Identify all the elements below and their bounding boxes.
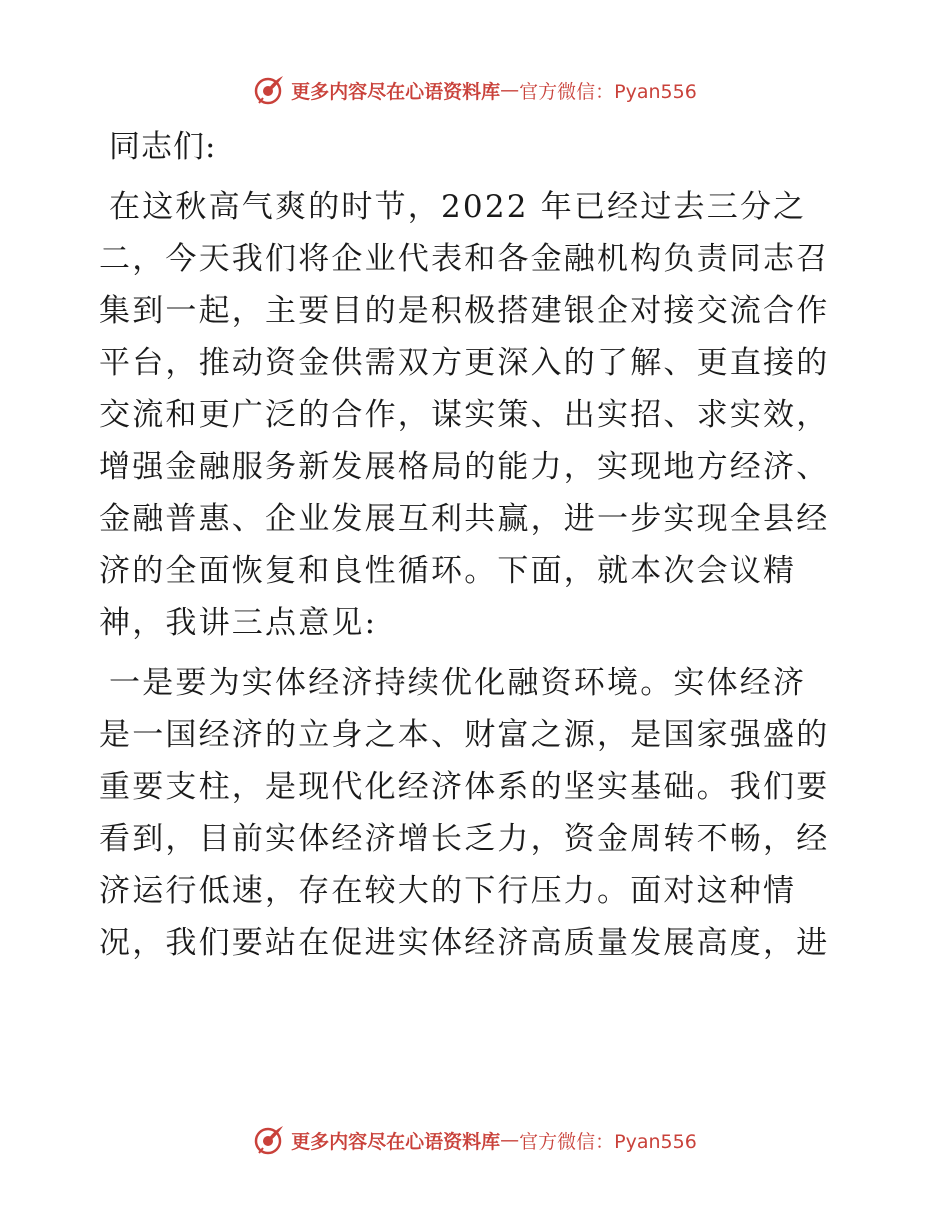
paragraph-line: 平台，推动资金供需双方更深入的了解、更直接的 bbox=[99, 345, 830, 381]
footer-banner bbox=[0, 1120, 950, 1160]
paragraph-line: 交流和更广泛的合作，谋实策、出实招、求实效， bbox=[99, 397, 830, 433]
header-banner bbox=[0, 70, 950, 110]
banner-separator: — bbox=[500, 79, 520, 101]
banner-brand-text: 更多内容尽在心语资料库 bbox=[291, 80, 501, 103]
document-body bbox=[99, 121, 859, 969]
paragraph-line: 济的全面恢复和良性循环。下面，就本次会议精 bbox=[99, 553, 797, 589]
paragraph-line: 集到一起，主要目的是积极搭建银企对接交流合作 bbox=[99, 293, 830, 329]
paragraph-line: 看到，目前实体经济增长乏力，资金周转不畅，经 bbox=[99, 821, 830, 857]
paragraph-line: 金融普惠、企业发展互利共赢，进一步实现全县经 bbox=[99, 501, 830, 537]
banner-separator: — bbox=[500, 1129, 520, 1151]
banner-wechat-text: 官方微信：Pyan556 bbox=[519, 1130, 697, 1153]
paragraph-line: 重要支柱，是现代化经济体系的坚实基础。我们要 bbox=[99, 769, 830, 805]
paragraph-line: 一是要为实体经济持续优化融资环境。实体经济 bbox=[109, 665, 807, 701]
salutation: 同志们: bbox=[109, 129, 217, 165]
paragraph-line: 在这秋高气爽的时节，2022 年已经过去三分之 bbox=[109, 189, 807, 225]
paragraph-line: 况，我们要站在促进实体经济高质量发展高度，进 bbox=[99, 925, 830, 961]
red-feather-circle-icon bbox=[253, 1124, 285, 1156]
banner-wechat-text: 官方微信：Pyan556 bbox=[519, 80, 697, 103]
paragraph-line: 济运行低速，存在较大的下行压力。面对这种情 bbox=[99, 873, 797, 909]
red-feather-circle-icon bbox=[253, 74, 285, 106]
paragraph-line: 二，今天我们将企业代表和各金融机构负责同志召 bbox=[99, 241, 830, 277]
paragraph-2 bbox=[99, 657, 859, 969]
paragraph-line: 增强金融服务新发展格局的能力，实现地方经济、 bbox=[99, 449, 830, 485]
banner-brand-text: 更多内容尽在心语资料库 bbox=[291, 1130, 501, 1153]
paragraph-line: 是一国经济的立身之本、财富之源，是国家强盛的 bbox=[99, 717, 830, 753]
paragraph-1 bbox=[99, 181, 859, 649]
paragraph-line: 神，我讲三点意见: bbox=[99, 605, 378, 641]
